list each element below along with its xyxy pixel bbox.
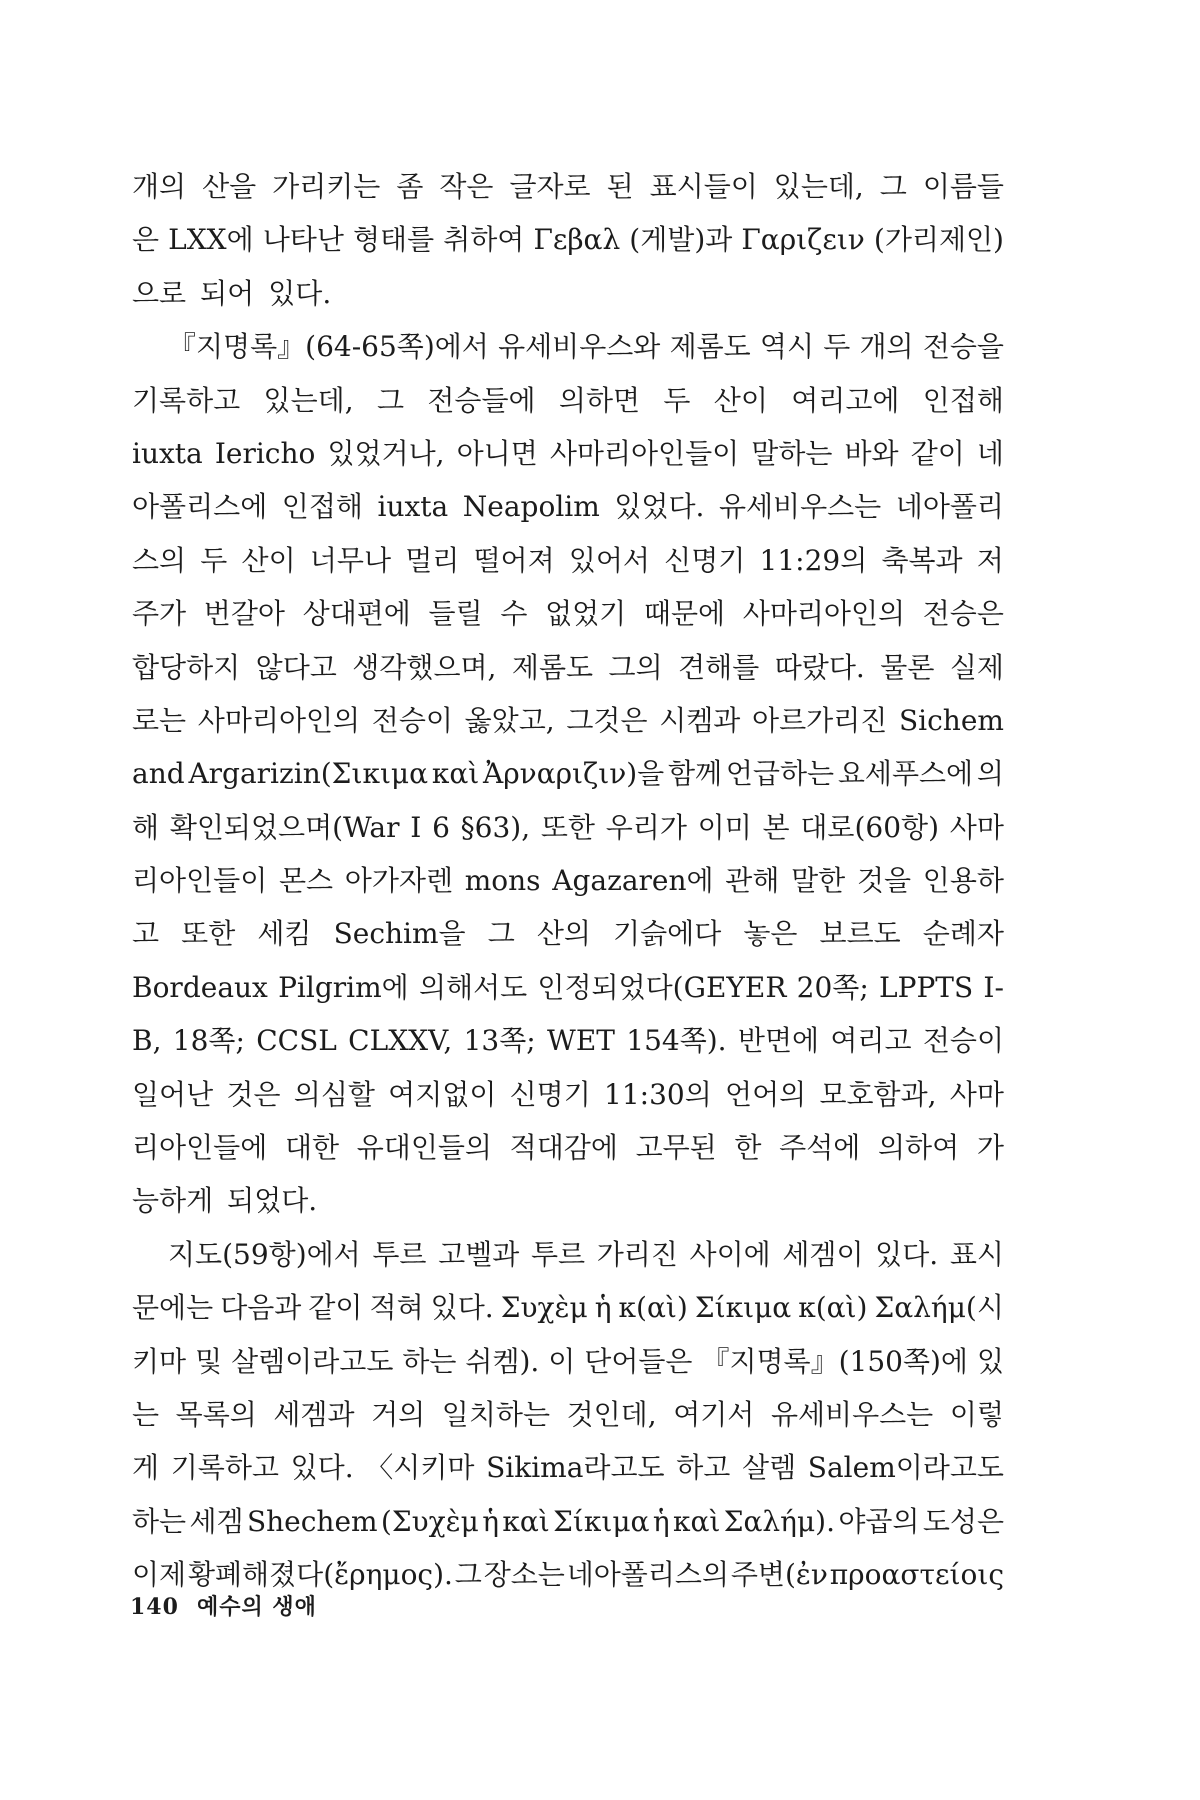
word: and (132, 757, 185, 791)
word: 신명기 (509, 1077, 591, 1111)
word: 그 (454, 1558, 482, 1592)
word: iuxta (132, 436, 203, 470)
word: 인정되었다(GEYER (537, 970, 787, 1004)
word: 언급하는 (725, 757, 835, 791)
word: 고 (132, 917, 160, 951)
word: 산의 (536, 917, 591, 951)
running-title: 예수의 생애 (196, 1595, 317, 1620)
word: 투르 (530, 1237, 586, 1271)
word: 그의 (608, 650, 663, 684)
word: I (410, 810, 422, 844)
word: 6 (432, 810, 450, 844)
word: 따랐다. (774, 650, 865, 684)
word: 그 (879, 170, 907, 203)
word: 사이에 (689, 1237, 771, 1271)
word: 있다. (430, 1291, 494, 1325)
text-line (132, 1335, 1004, 1388)
word: 11:29의 (759, 543, 868, 577)
word: 여기서 (673, 1397, 755, 1431)
word: 이름들 (922, 170, 1004, 203)
word: 멀리 (405, 543, 460, 577)
word: 사마리아인들이 (549, 436, 740, 470)
word: 이제 (132, 1558, 187, 1592)
word: 네 (976, 436, 1004, 470)
word: 기슭에다 (613, 917, 722, 951)
word: 않다고 (255, 650, 337, 684)
word: 스의 (132, 543, 187, 577)
word: 본 (762, 810, 790, 844)
word: 전승은 (922, 597, 1004, 631)
word: 순례자 (922, 917, 1004, 951)
word: 그 (376, 383, 404, 417)
word: B, (132, 1024, 162, 1058)
word: 은 (132, 223, 160, 257)
word: 유세비우스는 (718, 490, 882, 524)
word: 쉬켐). (465, 1344, 540, 1378)
word: 모호함과, (819, 1077, 937, 1111)
word: Γαριζειν (741, 223, 865, 257)
word: 없었기 (545, 597, 627, 631)
word: 적혀 (369, 1291, 424, 1325)
word: 이렇 (949, 1397, 1004, 1431)
word: 놓은 (743, 917, 798, 951)
word: 의하여 (878, 1131, 960, 1165)
word: 단어들은 (584, 1344, 693, 1378)
word: 하는 (132, 1504, 187, 1538)
word: 전승들에 (427, 383, 536, 417)
word: 하는 (402, 1344, 457, 1378)
word: 154쪽). (626, 1024, 727, 1058)
word: 되어 (200, 276, 255, 310)
word: 전승이 (922, 1024, 1004, 1058)
text-line (132, 1441, 1004, 1494)
word: 주변(ἐν (730, 1558, 828, 1592)
text-line (132, 320, 1004, 373)
word: LXX에 (168, 223, 254, 257)
word: 있는데, (263, 383, 354, 417)
word: 있었거나, (327, 436, 445, 470)
word: 그 (487, 917, 515, 951)
word: 요세푸스에 (837, 757, 974, 791)
word: ἡ (482, 1504, 499, 1538)
word: 사마리아인의 (197, 703, 361, 737)
word: 세킴 (257, 917, 312, 951)
text-line (132, 160, 1004, 213)
word: 로는 (132, 703, 187, 737)
word: 일치하는 (441, 1397, 550, 1431)
word: LPPTS (879, 970, 974, 1004)
word: 및 (195, 1344, 223, 1378)
word: 〈시키마 (365, 1451, 475, 1485)
word: καὶ (431, 757, 480, 791)
text-line (132, 427, 1004, 480)
word: καὶ (672, 1504, 721, 1538)
word: Σίκιμα (694, 1291, 792, 1325)
word: 관해 (725, 864, 780, 898)
word: Sechim을 (333, 917, 466, 951)
word: 것을 (856, 864, 912, 898)
word: 있어서 (568, 543, 650, 577)
word: 생각했으며, (352, 650, 497, 684)
word: 떨어져 (473, 543, 555, 577)
word: Ἀρναριζιν)을 (482, 757, 665, 791)
word: 아폴리스에 (132, 490, 268, 524)
word: ἡ (652, 1504, 670, 1538)
word: Iericho (214, 436, 316, 470)
word: 게 (132, 1451, 160, 1485)
text-line (132, 587, 1004, 640)
word: 수 (500, 597, 528, 631)
word: 있다. (290, 1451, 354, 1485)
word: Σαλήμ). (723, 1504, 835, 1538)
word: 있다. (875, 1237, 939, 1271)
word: 반면에 (737, 1024, 820, 1058)
word: 도성은 (922, 1504, 1004, 1538)
word: 좀 (396, 170, 424, 203)
word: Argarizin(Σικιμα (188, 757, 429, 791)
word: 제롬도 (669, 330, 751, 364)
word: 한 (734, 1131, 762, 1165)
word: Neapolim (462, 490, 600, 524)
word: 문에는 (132, 1291, 214, 1325)
word: 있 (976, 1344, 1004, 1378)
word: 거의 (371, 1397, 426, 1431)
word: 지도(59항)에서 (168, 1237, 361, 1271)
word: 가리키는 (272, 170, 381, 203)
word: 말한 (791, 864, 846, 898)
word: 제롬도 (511, 650, 594, 684)
word: 글자로 (509, 170, 591, 203)
word: Shechem (246, 1504, 378, 1538)
word: 가 (976, 1131, 1004, 1165)
word: 인접해 (922, 383, 1004, 417)
page-number: 140 (130, 1594, 179, 1620)
text-line (132, 641, 1004, 694)
word: 대한 (284, 1131, 340, 1165)
word: 13쪽; (463, 1024, 536, 1058)
word: 살렘 (742, 1451, 797, 1485)
word: 것인데, (566, 1397, 657, 1431)
word: 같이 (308, 1291, 363, 1325)
text-line (132, 747, 1004, 800)
word: 의 (976, 757, 1004, 791)
word: WET (547, 1024, 615, 1058)
text-line (132, 1121, 1004, 1174)
word: 있었다. (614, 490, 705, 524)
word: 다음과 (220, 1291, 302, 1325)
word: 실제 (949, 650, 1004, 684)
word: Bordeaux (132, 970, 268, 1004)
word: Sichem (898, 703, 1004, 737)
word: 되었다. (227, 1184, 318, 1218)
word: 산을 (202, 170, 257, 203)
word: 인용하 (922, 864, 1004, 898)
page-footer (130, 1590, 317, 1621)
word: 사마리아인의 (742, 597, 906, 631)
word: (가리제인) (873, 223, 1004, 257)
word: 표시 (949, 1237, 1004, 1271)
word: 확인되었으며(War (169, 810, 400, 844)
text-line (132, 854, 1004, 907)
word: 개의 (859, 330, 914, 364)
text-line (132, 1281, 1004, 1334)
word: Sikima라고도 (486, 1451, 665, 1485)
word: 하고 (676, 1451, 731, 1485)
word: (Συχὲμ (380, 1504, 479, 1538)
word: 상대편에 (302, 597, 411, 631)
word: 20쪽; (796, 970, 869, 1004)
word: 아가자렌 (344, 864, 453, 898)
word: 리아인들이 (132, 864, 268, 898)
word: Pilgrim에 (278, 970, 409, 1004)
word: 네아폴리 (895, 490, 1004, 524)
text-line (132, 1014, 1004, 1067)
word: καὶ (502, 1504, 550, 1538)
word: 으로 (132, 276, 187, 310)
word: 우리가 (605, 810, 687, 844)
word: 의하면 (558, 383, 641, 417)
word: Σαλήμ(시 (874, 1291, 1004, 1325)
word: 대로(60항) (800, 810, 939, 844)
word: 네아폴리스의 (566, 1558, 729, 1592)
word: 또한 (540, 810, 595, 844)
word: CLXXV, (348, 1024, 453, 1058)
word: 물론 (880, 650, 935, 684)
word: 된 (606, 170, 634, 203)
word: 는 (132, 1397, 160, 1431)
word: 사마 (949, 810, 1004, 844)
word: 두 (663, 383, 691, 417)
word: §63), (460, 810, 531, 844)
word: 역시 (759, 330, 815, 364)
word: 기록하고 (170, 1451, 279, 1485)
word: 여리고 (830, 1024, 912, 1058)
word: 장소는 (483, 1558, 565, 1592)
word: 가리진 (596, 1237, 678, 1271)
word: 몬스 (278, 864, 334, 898)
word: 살렘이라고도 (231, 1344, 394, 1378)
word: 고벨과 (438, 1237, 520, 1271)
body-text (132, 160, 1004, 1602)
word: κ(αὶ) (798, 1291, 868, 1325)
word: 전승을 (922, 330, 1004, 364)
word: 세겜 (189, 1504, 244, 1538)
word: 옳았고, (464, 703, 555, 737)
word: 것은 (226, 1077, 281, 1111)
text-line (132, 907, 1004, 960)
word: 일어난 (132, 1077, 214, 1111)
word: 작은 (439, 170, 494, 203)
text-line (132, 961, 1004, 1014)
word: 시켐과 (659, 703, 741, 737)
text-line (132, 534, 1004, 587)
text-line (132, 694, 1004, 747)
word: 산이 (713, 383, 768, 417)
word: 축복과 (881, 543, 963, 577)
word: 유세비우스와 (498, 330, 661, 364)
word: ἡ (594, 1291, 612, 1325)
word: CCSL (256, 1024, 337, 1058)
word: mons (464, 864, 541, 898)
word: 전승이 (371, 703, 453, 737)
word: Συχὲμ (500, 1291, 588, 1325)
text-line (132, 1388, 1004, 1441)
word: προαστείοις (829, 1558, 1004, 1592)
word: 『지명록』(64-65쪽)에서 (168, 330, 489, 364)
word: 주석에 (779, 1131, 861, 1165)
text-line (132, 801, 1004, 854)
word: 『지명록』(150쪽)에 (701, 1344, 968, 1378)
word: 견해를 (678, 650, 760, 684)
word: I- (983, 970, 1004, 1004)
text-line (132, 213, 1004, 266)
word: 저 (976, 543, 1004, 577)
word: 두 (200, 543, 228, 577)
word: 같이 (910, 436, 965, 470)
word: 여지없이 (388, 1077, 497, 1111)
word: Salem이라고도 (807, 1451, 1004, 1485)
text-line (132, 1228, 1004, 1281)
word: 주가 (132, 597, 187, 631)
word: 신명기 (664, 543, 746, 577)
text-line (132, 267, 1004, 320)
word: 그것은 (566, 703, 648, 737)
text-line (132, 374, 1004, 427)
word: 목록의 (175, 1397, 257, 1431)
word: 능하게 (132, 1184, 214, 1218)
word: 인접해 (281, 490, 363, 524)
word: 번갈아 (203, 597, 285, 631)
word: 야곱의 (838, 1504, 920, 1538)
word: 말하는 (751, 436, 833, 470)
word: 황폐해졌다(ἔρημος). (187, 1558, 453, 1592)
word: 너무나 (309, 543, 391, 577)
word: 아니면 (456, 436, 538, 470)
word: 사마 (949, 1077, 1004, 1111)
word: 의해서도 (418, 970, 528, 1004)
word: 합당하지 (132, 650, 241, 684)
word: 형태를 (352, 223, 435, 257)
word: 고무된 (635, 1131, 717, 1165)
text-line (132, 1495, 1004, 1548)
word: 산이 (241, 543, 296, 577)
word: 11:30의 (604, 1077, 712, 1111)
word: 의심할 (293, 1077, 375, 1111)
word: Σίκιμα (553, 1504, 650, 1538)
word: iuxta (377, 490, 449, 524)
word: 키마 (132, 1344, 187, 1378)
word: 두 (823, 330, 851, 364)
word: 때문에 (643, 597, 726, 631)
word: 이 (548, 1344, 576, 1378)
word: 개의 (132, 170, 187, 203)
word: 표시들이 (649, 170, 758, 203)
word: 18쪽; (172, 1024, 245, 1058)
word: 기록하고 (132, 383, 241, 417)
word: 취하여 (443, 223, 525, 257)
word: 유세비우스는 (770, 1397, 934, 1431)
word: 언어의 (725, 1077, 807, 1111)
word: 있는데, (773, 170, 864, 203)
word: 함께 (667, 757, 723, 791)
word: 또한 (181, 917, 236, 951)
word: 아르가리진 (752, 703, 888, 737)
word: Γεβαλ (533, 223, 621, 257)
word: 세겜과 (273, 1397, 355, 1431)
word: 있다. (268, 276, 332, 310)
word: 투르 (372, 1237, 427, 1271)
word: 들릴 (428, 597, 483, 631)
word: 여리고에 (791, 383, 900, 417)
word: 해 (132, 810, 160, 844)
text-line (132, 1068, 1004, 1121)
word: Agazaren에 (552, 864, 714, 898)
word: 나타난 (262, 223, 344, 257)
text-line (132, 1174, 1004, 1227)
word: (게발)과 (629, 223, 733, 257)
word: 보르도 (819, 917, 901, 951)
word: κ(αὶ) (618, 1291, 688, 1325)
word: 세겜이 (782, 1237, 864, 1271)
word: 이미 (697, 810, 752, 844)
word: 적대감에 (509, 1131, 618, 1165)
text-line (132, 480, 1004, 533)
word: 바와 (844, 436, 899, 470)
word: 리아인들에 (132, 1131, 268, 1165)
word: 유대인들의 (356, 1131, 492, 1165)
